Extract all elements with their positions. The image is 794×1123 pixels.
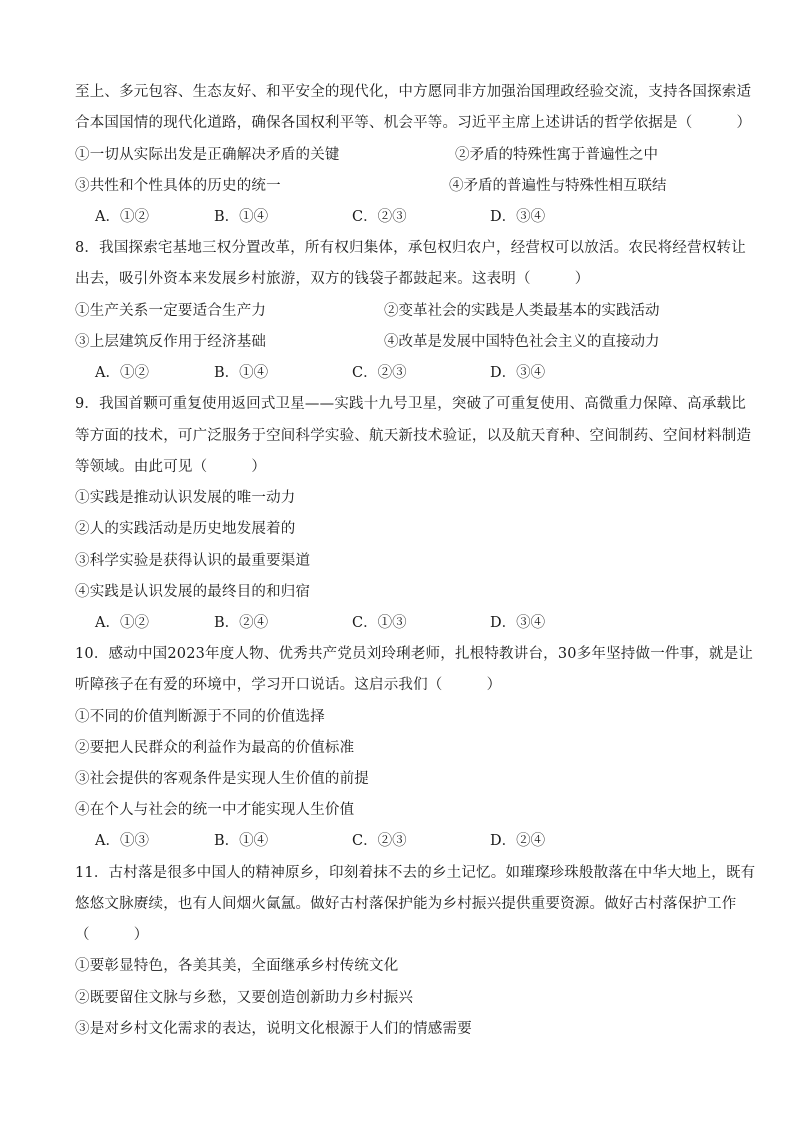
q9-stem-line-3: 等领域。由此可见（ ） [75, 459, 267, 475]
q7-option-c: C．②③ [352, 209, 407, 225]
q10-statement-2: ②要把人民群众的利益作为最高的价值标准 [75, 740, 355, 756]
q11-stem-line-3: （ ） [75, 927, 149, 943]
q10-option-b: B．①④ [214, 833, 269, 849]
q10-stem-line-2: 听障孩子在有爱的环境中，学习开口说话。这启示我们（ ） [75, 677, 502, 693]
q8-stem-line-1: 8．我国探索宅基地三权分置改革，所有权归集体，承包权归农户，经营权可以放活。农民将经营权转让 [75, 240, 746, 256]
q9-option-a: A．①② [95, 615, 149, 631]
q8-stem-line-2: 出去，吸引外资本来发展乡村旅游，双方的钱袋子都鼓起来。这表明（ ） [75, 271, 590, 287]
q11-statement-2: ②既要留住文脉与乡愁，又要创造创新助力乡村振兴 [75, 990, 414, 1006]
q9-statement-4: ④实践是认识发展的最终目的和归宿 [75, 584, 311, 600]
q8-statement-2: ②变革社会的实践是人类最基本的实践活动 [384, 303, 660, 319]
q8-option-c: C．②③ [352, 365, 407, 381]
q8-statement-1: ①生产关系一定要适合生产力 [75, 303, 267, 319]
q7-statement-2: ②矛盾的特殊性寓于普遍性之中 [455, 147, 658, 163]
q9-statement-3: ③科学实验是获得认识的最重要渠道 [75, 553, 311, 569]
q8-option-b: B．①④ [214, 365, 269, 381]
q7-option-a: A．①② [95, 209, 149, 225]
q10-option-c: C．②③ [352, 833, 407, 849]
q8-option-d: D．③④ [490, 365, 546, 381]
q9-statement-1: ①实践是推动认识发展的唯一动力 [75, 490, 296, 506]
q7-statement-3: ③共性和个性具体的历史的统一 [75, 178, 281, 194]
q9-stem-line-2: 等方面的技术，可广泛服务于空间科学实验、航天新技术验证，以及航天育种、空间制药、空间材料制造 [75, 428, 752, 444]
q10-statement-1: ①不同的价值判断源于不同的价值选择 [75, 709, 325, 725]
q7-statement-1: ①一切从实际出发是正确解决矛盾的关键 [75, 147, 340, 163]
q7-stem-line-2: 合本国国情的现代化道路，确保各国权利平等、机会平等。习近平主席上述讲话的哲学依据是（ ） [75, 115, 752, 131]
q10-statement-3: ③社会提供的客观条件是实现人生价值的前提 [75, 771, 369, 787]
q7-statement-4: ④矛盾的普遍性与特殊性相互联结 [449, 178, 667, 194]
q8-option-a: A．①② [95, 365, 149, 381]
q9-option-b: B．②④ [214, 615, 269, 631]
q10-stem-line-1: 10．感动中国2023年度人物、优秀共产党员刘玲琍老师，扎根特教讲台，30多年坚持做一件事，就是让 [75, 646, 754, 662]
q10-option-a: A．①③ [95, 833, 149, 849]
q9-option-d: D．③④ [490, 615, 546, 631]
q10-statement-4: ④在个人与社会的统一中才能实现人生价值 [75, 802, 355, 818]
q11-stem-line-2: 悠悠文脉赓续，也有人间烟火氤氲。做好古村落保护能为乡村振兴提供重要资源。做好古村落保护工作 [75, 896, 737, 912]
q9-option-c: C．①③ [352, 615, 407, 631]
q9-stem-line-1: 9．我国首颗可重复使用返回式卫星——实践十九号卫星，突破了可重复使用、高微重力保障、高承载比 [75, 396, 746, 412]
q11-statement-3: ③是对乡村文化需求的表达，说明文化根源于人们的情感需要 [75, 1021, 472, 1037]
q7-stem-line-1: 至上、多元包容、生态友好、和平安全的现代化，中方愿同非方加强治国理政经验交流，支持各国探索适 [75, 84, 752, 100]
q7-option-b: B．①④ [214, 209, 269, 225]
q11-stem-line-1: 11．古村落是很多中国人的精神原乡，印刻着抹不去的乡土记忆。如璀璨珍珠般散落在中华大地上，既有 [75, 865, 756, 881]
q8-statement-3: ③上层建筑反作用于经济基础 [75, 334, 267, 350]
q7-option-d: D．③④ [490, 209, 546, 225]
q9-statement-2: ②人的实践活动是历史地发展着的 [75, 521, 296, 537]
q10-option-d: D．②④ [490, 833, 546, 849]
q11-statement-1: ①要彰显特色，各美其美，全面继承乡村传统文化 [75, 958, 399, 974]
q8-statement-4: ④改革是发展中国特色社会主义的直接动力 [384, 334, 660, 350]
